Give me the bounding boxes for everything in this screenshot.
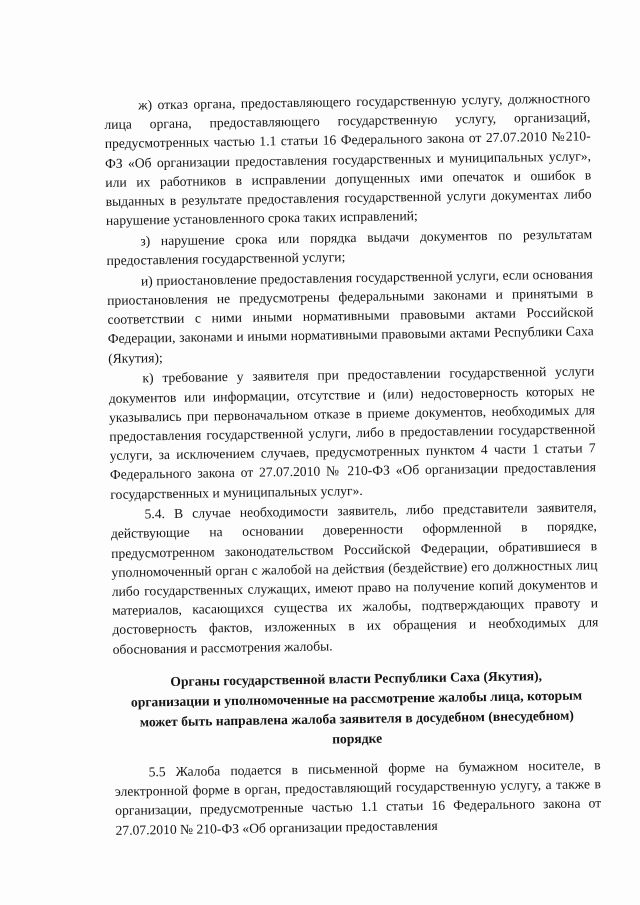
heading-line-4: порядке [332,730,383,747]
paragraph-k: к) требование у заявителя при предоставлении государственной услуги документов или информации, отсутствие и (или) недостоверность которых не указывались при первоначальном отказе в приеме документов, необходимых для предоставления государственной услуги, либо в предоставлении государственной услуги, за исключением случаев, предусмотренных пунктом 4 части 1 статьи 7 Федерального закона от 27.07.2010 № 210-ФЗ «Об организации предоставления государственных и муниципальных услуг». [108,363,597,502]
section-heading [113,665,600,753]
paragraph-i: и) приостановление предоставления государственной услуги, если основания приостановления не предусмотрены федеральными законами и принятыми в соответствии с ними иными нормативными правовыми актами Российской Федерации, законами и иными нормативными правовыми актами Республики Саха (Якутия); [107,266,594,366]
paragraph-z: з) нарушение срока или порядка выдачи документов по результатам предоставления государственной услуги; [106,226,593,269]
paragraph-zh: ж) отказ органа, предоставляющего государственную услугу, должностного лица органа, предоставляющего государственную услугу, организаций, предусмотренных частью 1.1 статьи 16 Федерального закона от 27.07.2010 №210-ФЗ «Об организации предоставления государственных и муниципальных услуг», или их работников в исправлении допущенных ими опечаток и ошибок в выданных в результате предоставления государственной услуги документах либо нарушение установленного срока таких исправлений; [104,90,592,229]
heading-line-3: может быть направлена жалоба заявителя в досудебном (внесудебном) [139,707,574,730]
document-body [104,88,602,841]
paragraph-5-5: 5.5 Жалоба подается в письменной форме на бумажном носителе, в электронной форме в орган, предоставляющий государственную услугу, а также в организации, предусмотренные частью 1.1 статьи 16 Федерального закона от 27.07.2010 № 210-ФЗ «Об организации предоставления [114,757,602,838]
paragraph-5-4: 5.4. В случае необходимости заявитель, либо представители заявителя, действующие на основании доверенности оформленной в порядке, предусмотренном законодательством Российской Федерации, обратившиеся в уполномоченный орган с жалобой на действия (бездействие) его должностных лиц либо государственных служащих, имеют право на получение копий документов и материалов, касающихся существа их жалобы, подтверждающих правоту и достоверность фактов, изложенных в их обращения и необходимых для обоснования и рассмотрения жалобы. [110,499,599,657]
heading-line-1: Органы государственной власти Республики Саха (Якутия), [170,668,543,689]
heading-line-2: организации и уполномоченные на рассмотрение жалобы лица, которым [130,687,583,710]
